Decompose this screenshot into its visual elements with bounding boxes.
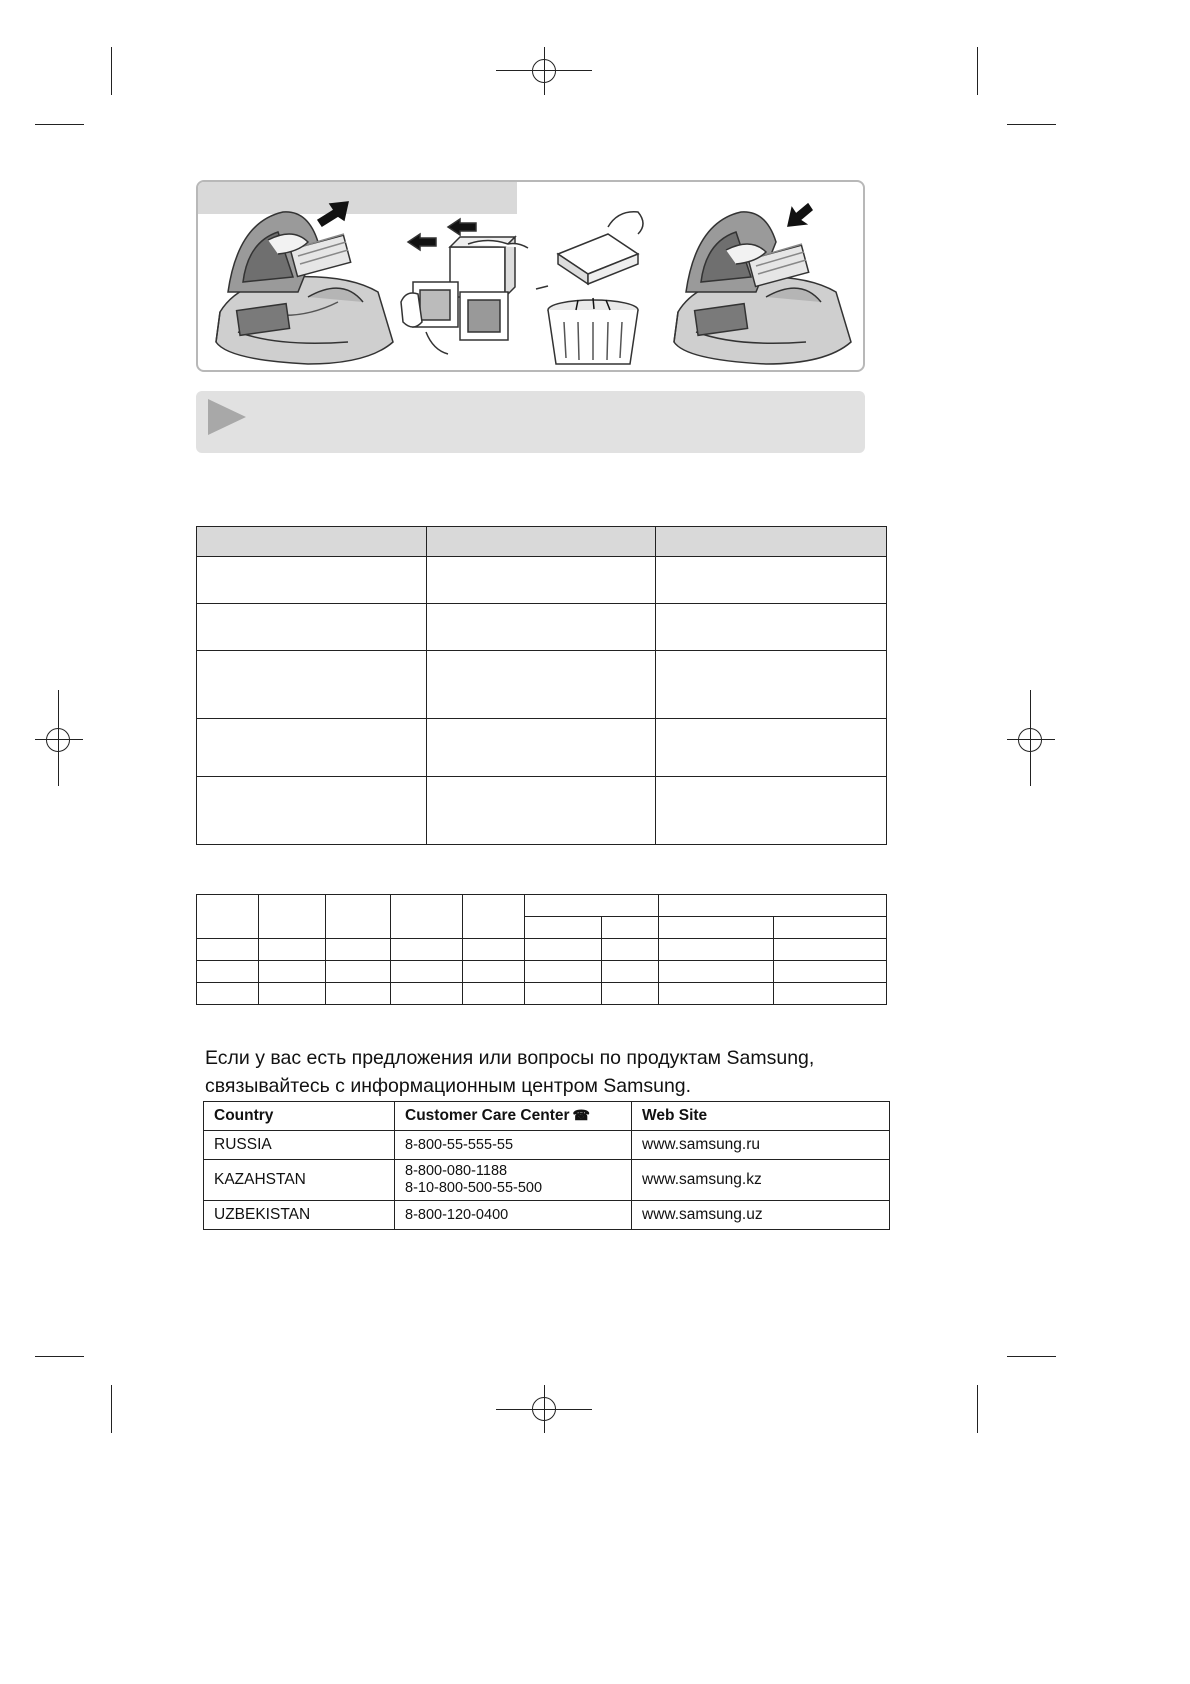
table-row: [197, 777, 887, 845]
vacuum-filter-insertion: [674, 204, 851, 364]
table-cell: [197, 651, 427, 719]
contact-intro-line: связывайтесь с информационным центром Samsung.: [205, 1075, 692, 1097]
table-header-cell: [525, 917, 602, 939]
table-cell: [656, 651, 887, 719]
table-row: [197, 939, 887, 961]
table-row: [197, 961, 887, 983]
table-header-cell: [391, 895, 463, 939]
table-cell: [656, 777, 887, 845]
table-row: [204, 1160, 890, 1201]
contact-header-row: [204, 1102, 890, 1131]
crop-mark-bottom-left-h: [35, 1356, 84, 1357]
table-header-cell: [659, 895, 887, 917]
table-header-cell: [259, 895, 326, 939]
table-row: [197, 719, 887, 777]
illustration-drawings: [198, 182, 865, 372]
phone-cell: [395, 1131, 632, 1160]
table-row: [204, 1201, 890, 1230]
web-site-cell: www.samsung.kz: [632, 1160, 890, 1201]
crop-mark-top-right-v: [977, 47, 978, 95]
table-header-cell: [602, 917, 659, 939]
table-cell: [197, 719, 427, 777]
table-header-cell: [463, 895, 525, 939]
contact-intro-line: Если у вас есть предложения или вопросы по продуктам Samsung,: [205, 1047, 815, 1069]
table-header-cell: [427, 527, 656, 557]
contact-table: [203, 1101, 890, 1230]
table-header-cell: [326, 895, 391, 939]
table-cell: [427, 604, 656, 651]
table-header-cell: [656, 527, 887, 557]
country-header: Country: [204, 1102, 395, 1131]
crop-mark-bottom-right-h: [1007, 1356, 1056, 1357]
web-site-cell: www.samsung.uz: [632, 1201, 890, 1230]
table-row: [197, 983, 887, 1005]
filter-disposal: [536, 212, 643, 364]
phone-number: 8-800-080-1188: [405, 1163, 508, 1179]
country-cell: UZBEKISTAN: [204, 1201, 395, 1230]
phone-number: 8-800-55-555-55: [405, 1136, 514, 1153]
crop-mark-top-left-v: [111, 47, 112, 95]
phone-number: 8-10-800-500-55-500: [405, 1180, 543, 1196]
crop-mark-top-left-h: [35, 124, 84, 125]
table-header-cell: [525, 895, 659, 917]
table-row: [197, 557, 887, 604]
country-cell: KAZAHSTAN: [204, 1160, 395, 1201]
specification-table: [196, 894, 887, 1005]
phone-cell: [395, 1201, 632, 1230]
phone-number: 8-800-120-0400: [405, 1206, 509, 1223]
country-cell: RUSSIA: [204, 1131, 395, 1160]
crop-mark-bottom-right-v: [977, 1385, 978, 1433]
table-header-cell: [197, 527, 427, 557]
note-box: [196, 391, 865, 453]
web-site-cell: www.samsung.ru: [632, 1131, 890, 1160]
table-cell: [427, 719, 656, 777]
vacuum-filter-removal: [216, 202, 393, 364]
troubleshooting-table: [196, 526, 887, 845]
care-center-header: Customer Care Center ☎: [395, 1102, 632, 1131]
table-cell: [656, 604, 887, 651]
filter-separation: [401, 219, 528, 354]
note-arrow-icon: [208, 399, 246, 435]
table-header-row: [197, 527, 887, 557]
table-cell: [427, 651, 656, 719]
table-row: [204, 1131, 890, 1160]
spec-header-row: [197, 895, 887, 917]
table-header-cell: [774, 917, 887, 939]
table-header-cell: [197, 895, 259, 939]
table-cell: [197, 777, 427, 845]
phone-icon: ☎: [572, 1107, 590, 1123]
table-cell: [656, 557, 887, 604]
table-header-cell: [659, 917, 774, 939]
table-row: [197, 604, 887, 651]
crop-mark-bottom-left-v: [111, 1385, 112, 1433]
crop-mark-top-right-h: [1007, 124, 1056, 125]
table-row: [197, 651, 887, 719]
contact-intro: [205, 1044, 814, 1100]
filter-replacement-illustration-panel: [196, 180, 865, 372]
phone-cell: [395, 1160, 632, 1201]
table-cell: [656, 719, 887, 777]
table-cell: [427, 557, 656, 604]
table-cell: [427, 777, 656, 845]
table-cell: [197, 557, 427, 604]
web-site-header: Web Site: [632, 1102, 890, 1131]
table-cell: [197, 604, 427, 651]
